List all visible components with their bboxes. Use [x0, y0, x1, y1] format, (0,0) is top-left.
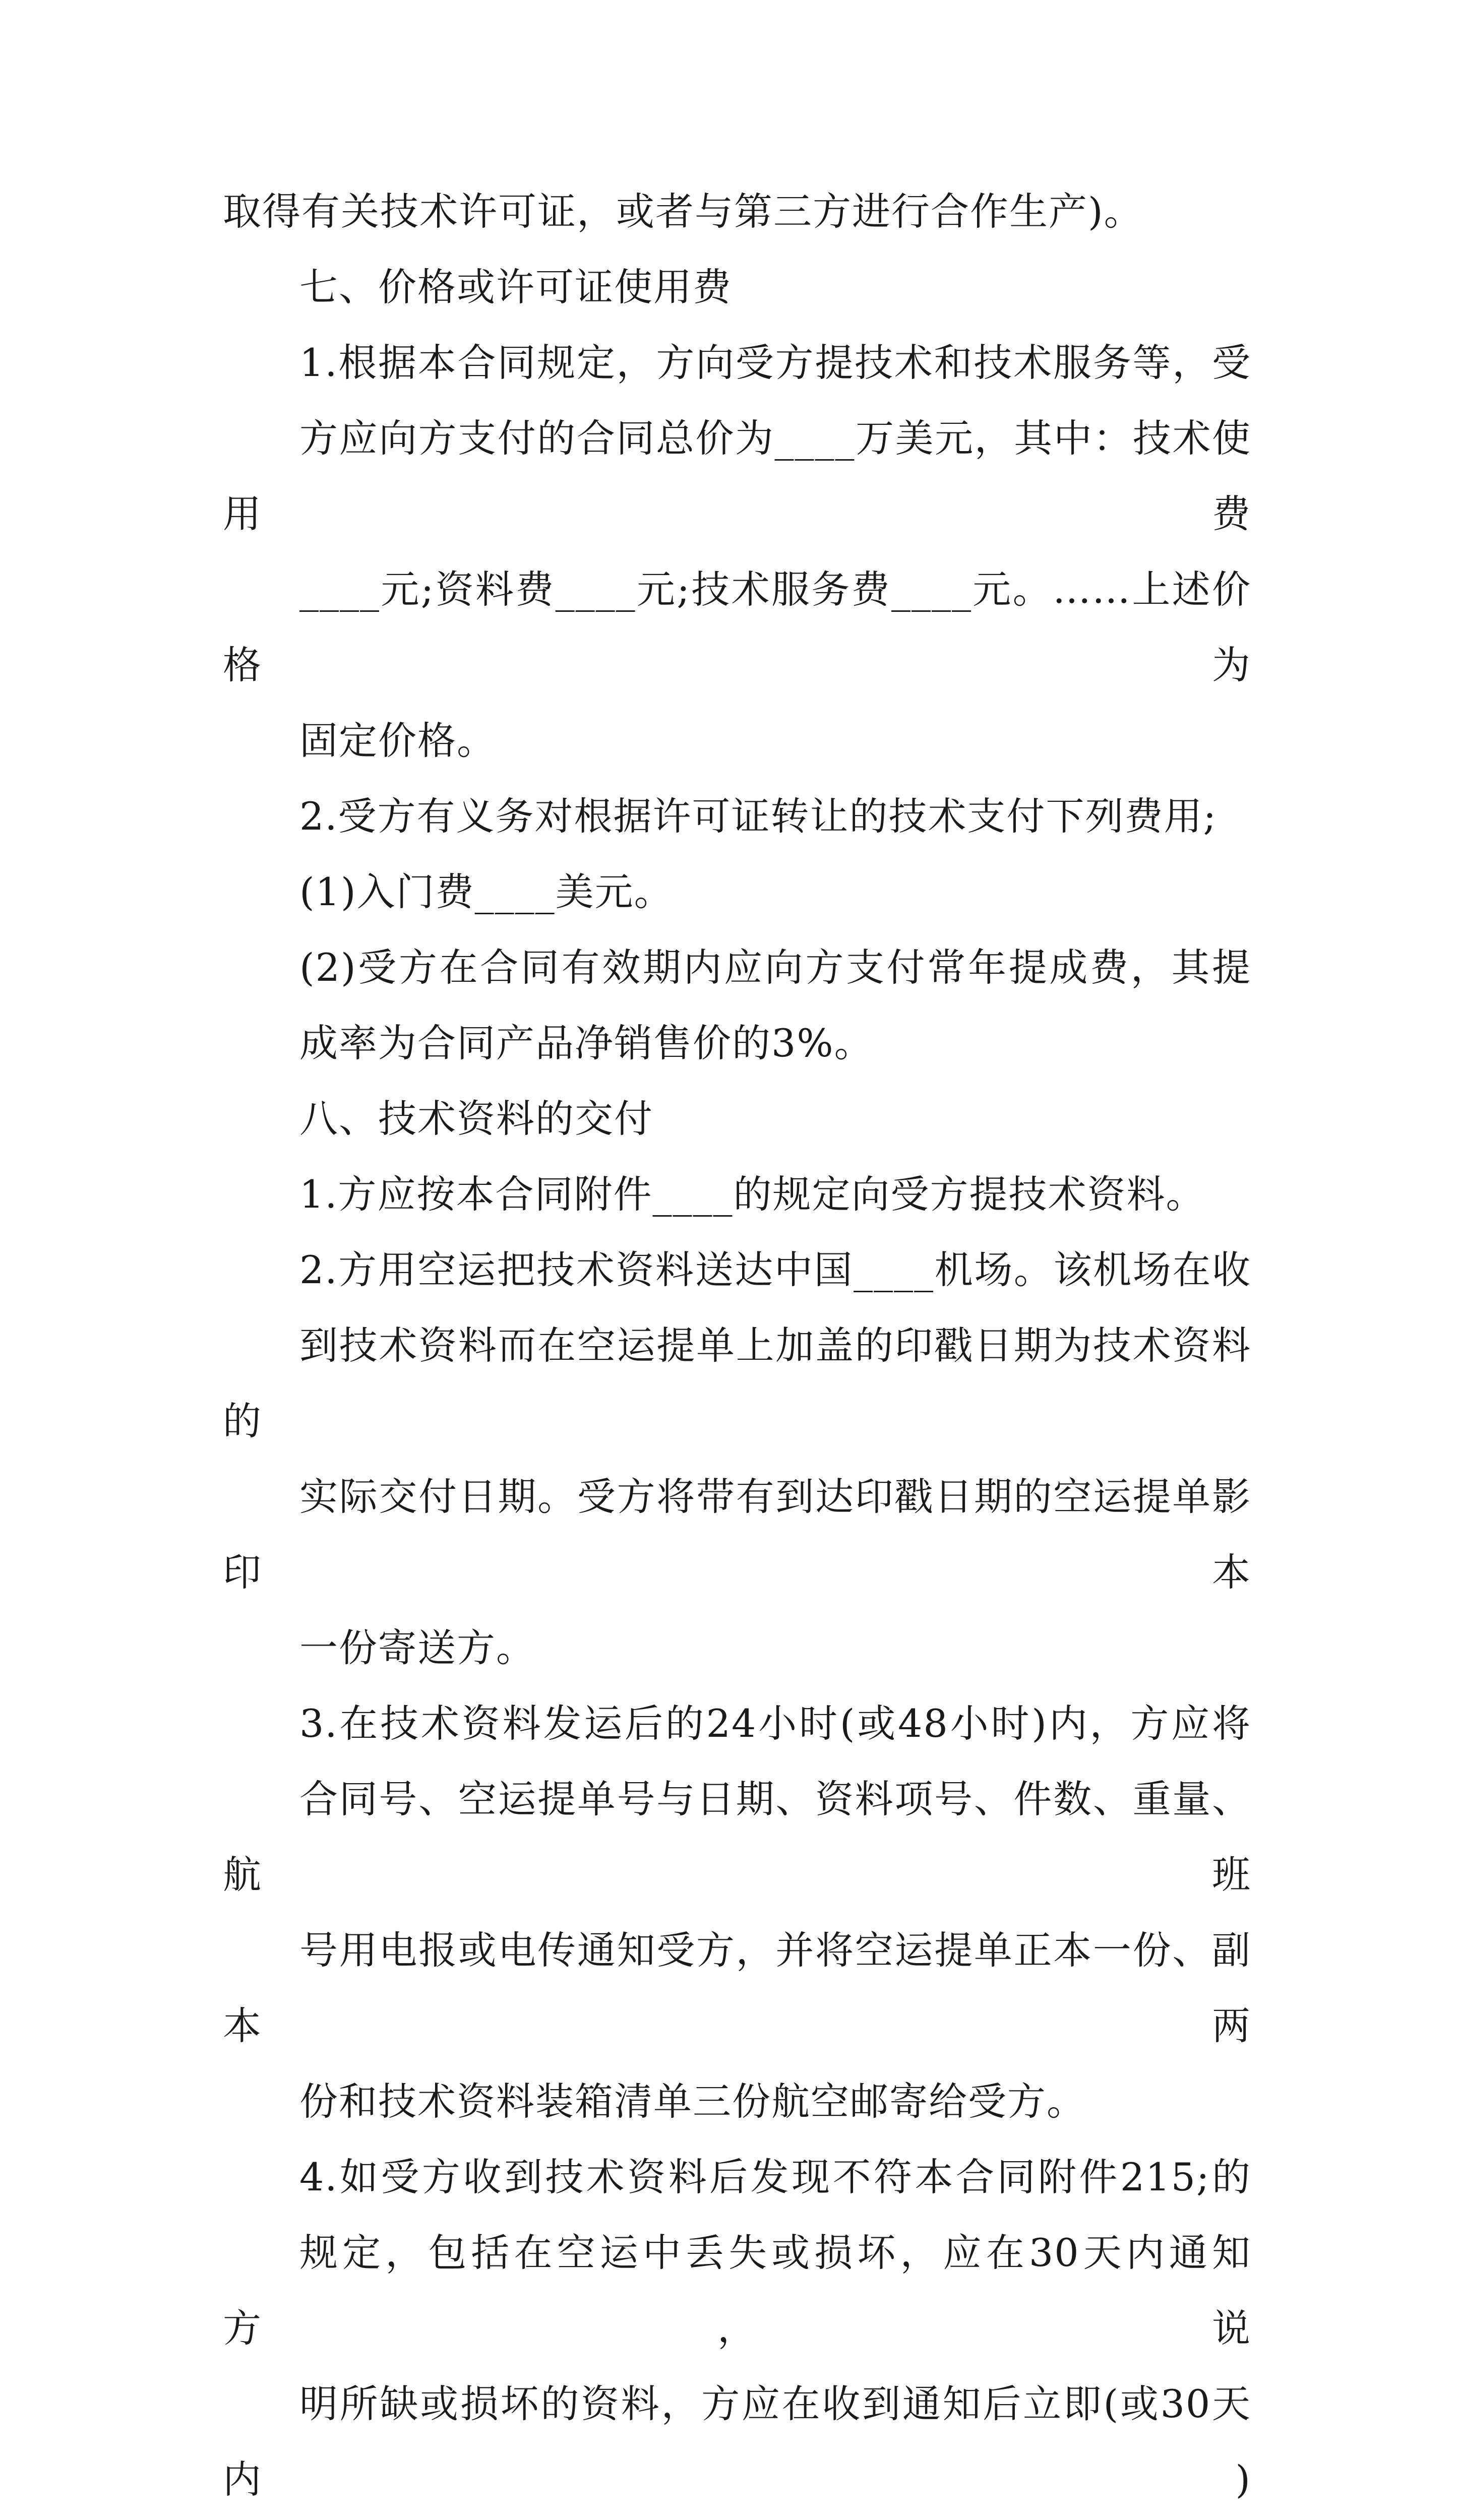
paragraph-royalty [223, 930, 1251, 1081]
text-line: 固定价格。 [299, 718, 496, 763]
text-line: 份和技术资料装箱清单三份航空邮寄给受方。 [299, 2079, 1086, 2124]
section-heading-delivery [223, 1081, 1251, 1157]
text-line: 八、技术资料的交付 [299, 1096, 653, 1141]
text-line: 3.在技术资料发运后的24小时(或48小时)内，方应将 [299, 1701, 1251, 1746]
text-line: 明所缺或损坏的资料，方应在收到通知后立即(或30天内) [223, 2381, 1251, 2502]
text-line: 取得有关技术许可证，或者与第三方进行合作生产)。 [223, 189, 1143, 234]
paragraph-notification [223, 1686, 1251, 2139]
section-heading-price [223, 249, 1251, 325]
text-line: 方应向方支付的合同总价为____万美元，其中：技术使用费 [223, 416, 1251, 536]
text-line: (2)受方在合同有效期内应向方支付常年提成费，其提 [299, 945, 1251, 990]
paragraph-entry-fee [223, 854, 1251, 930]
text-line: 2.方用空运把技术资料送达中国____机场。该机场在收 [299, 1247, 1251, 1292]
text-line: 成率为合同产品净销售价的3%。 [299, 1021, 874, 1065]
text-line: 4.如受方收到技术资料后发现不符本合同附件215;的 [299, 2155, 1251, 2199]
text-line: 实际交付日期。受方将带有到达印戳日期的空运提单影印本 [223, 1474, 1251, 1595]
text-line: 1.根据本合同规定，方向受方提技术和技术服务等，受 [299, 340, 1251, 385]
paragraph-delivery-annex [223, 1157, 1251, 1232]
paragraph-continuation [223, 174, 1251, 249]
text-line: 合同号、空运提单号与日期、资料项号、件数、重量、航班 [223, 1777, 1251, 1897]
paragraph-missing-documents [223, 2139, 1251, 2520]
text-line: 1.方应按本合同附件____的规定向受方提技术资料。 [299, 1172, 1205, 1217]
text-line: 到技术资料而在空运提单上加盖的印戳日期为技术资料的 [223, 1323, 1251, 1443]
text-line [223, 2517, 1251, 2520]
document-body [223, 174, 1251, 2520]
paragraph-air-transport [223, 1232, 1251, 1686]
text-line: 七、价格或许可证使用费 [299, 265, 732, 309]
text-line: ____元;资料费____元;技术服务费____元。……上述价格为 [223, 567, 1251, 687]
text-line: 2.受方有义务对根据许可证转让的技术支付下列费用; [299, 794, 1218, 839]
paragraph-fees-obligation [223, 779, 1251, 854]
text-line: 一份寄送方。 [299, 1625, 535, 1670]
text-line: 规定，包括在空运中丢失或损坏，应在30天内通知方，说 [223, 2230, 1251, 2351]
text-line: (1)入门费____美元。 [299, 869, 674, 914]
paragraph-total-price [223, 325, 1251, 779]
text-line: 号用电报或电传通知受方，并将空运提单正本一份、副本两 [223, 1928, 1251, 2048]
